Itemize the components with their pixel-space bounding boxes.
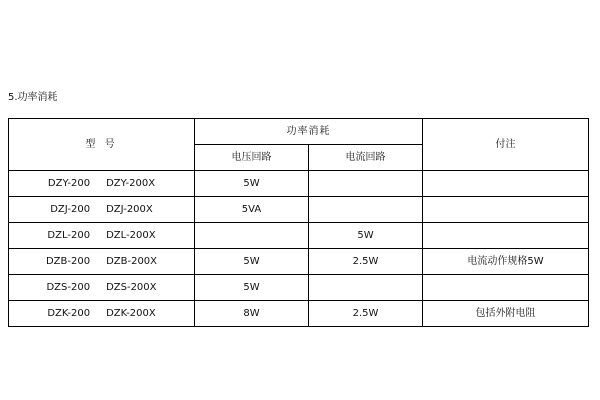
- cell-model: [9, 301, 195, 327]
- cell-note: [423, 275, 589, 301]
- table-header-row-1: [9, 119, 589, 145]
- table-row: [9, 249, 589, 275]
- power-consumption-table: [8, 118, 589, 327]
- cell-voltage: 8W: [195, 301, 309, 327]
- cell-model: [9, 223, 195, 249]
- cell-model: [9, 171, 195, 197]
- header-model: 型 号: [9, 119, 195, 171]
- cell-current: [309, 171, 423, 197]
- header-note: 付注: [423, 119, 589, 171]
- cell-note: 包括外附电阻: [423, 301, 589, 327]
- power-consumption-table-wrapper: [8, 118, 588, 327]
- table-row: [9, 171, 589, 197]
- cell-voltage: 5W: [195, 249, 309, 275]
- cell-current: 2.5W: [309, 249, 423, 275]
- cell-current: 5W: [309, 223, 423, 249]
- model-code-secondary: DZL-200X: [106, 230, 156, 241]
- model-code-secondary: DZB-200X: [106, 256, 158, 267]
- cell-model: [9, 197, 195, 223]
- cell-note: [423, 171, 589, 197]
- model-code-primary: DZB-200: [45, 256, 91, 267]
- header-voltage-circuit: 电压回路: [195, 145, 309, 171]
- cell-current: [309, 197, 423, 223]
- cell-voltage: [195, 223, 309, 249]
- model-code-secondary: DZK-200X: [106, 308, 156, 319]
- table-header: [9, 119, 589, 171]
- section-title: 5.功率消耗: [8, 92, 58, 103]
- header-current-circuit: 电流回路: [309, 145, 423, 171]
- cell-model: [9, 249, 195, 275]
- model-code-primary: DZY-200: [47, 178, 91, 189]
- cell-current: [309, 275, 423, 301]
- table-row: [9, 223, 589, 249]
- model-code-secondary: DZJ-200X: [106, 204, 153, 215]
- cell-voltage: 5W: [195, 275, 309, 301]
- table-row: [9, 301, 589, 327]
- model-code-secondary: DZS-200X: [106, 282, 157, 293]
- cell-current: 2.5W: [309, 301, 423, 327]
- table-row: [9, 275, 589, 301]
- cell-voltage: 5VA: [195, 197, 309, 223]
- model-code-primary: DZS-200: [46, 282, 91, 293]
- cell-note: [423, 197, 589, 223]
- table-row: [9, 197, 589, 223]
- cell-note: 电流动作规格5W: [423, 249, 589, 275]
- model-code-secondary: DZY-200X: [106, 178, 156, 189]
- table-body: [9, 171, 589, 327]
- model-code-primary: DZK-200: [47, 308, 91, 319]
- model-code-primary: DZJ-200: [50, 204, 91, 215]
- cell-voltage: 5W: [195, 171, 309, 197]
- model-code-primary: DZL-200: [47, 230, 91, 241]
- cell-note: [423, 223, 589, 249]
- cell-model: [9, 275, 195, 301]
- header-power-consumption: 功率消耗: [195, 119, 423, 145]
